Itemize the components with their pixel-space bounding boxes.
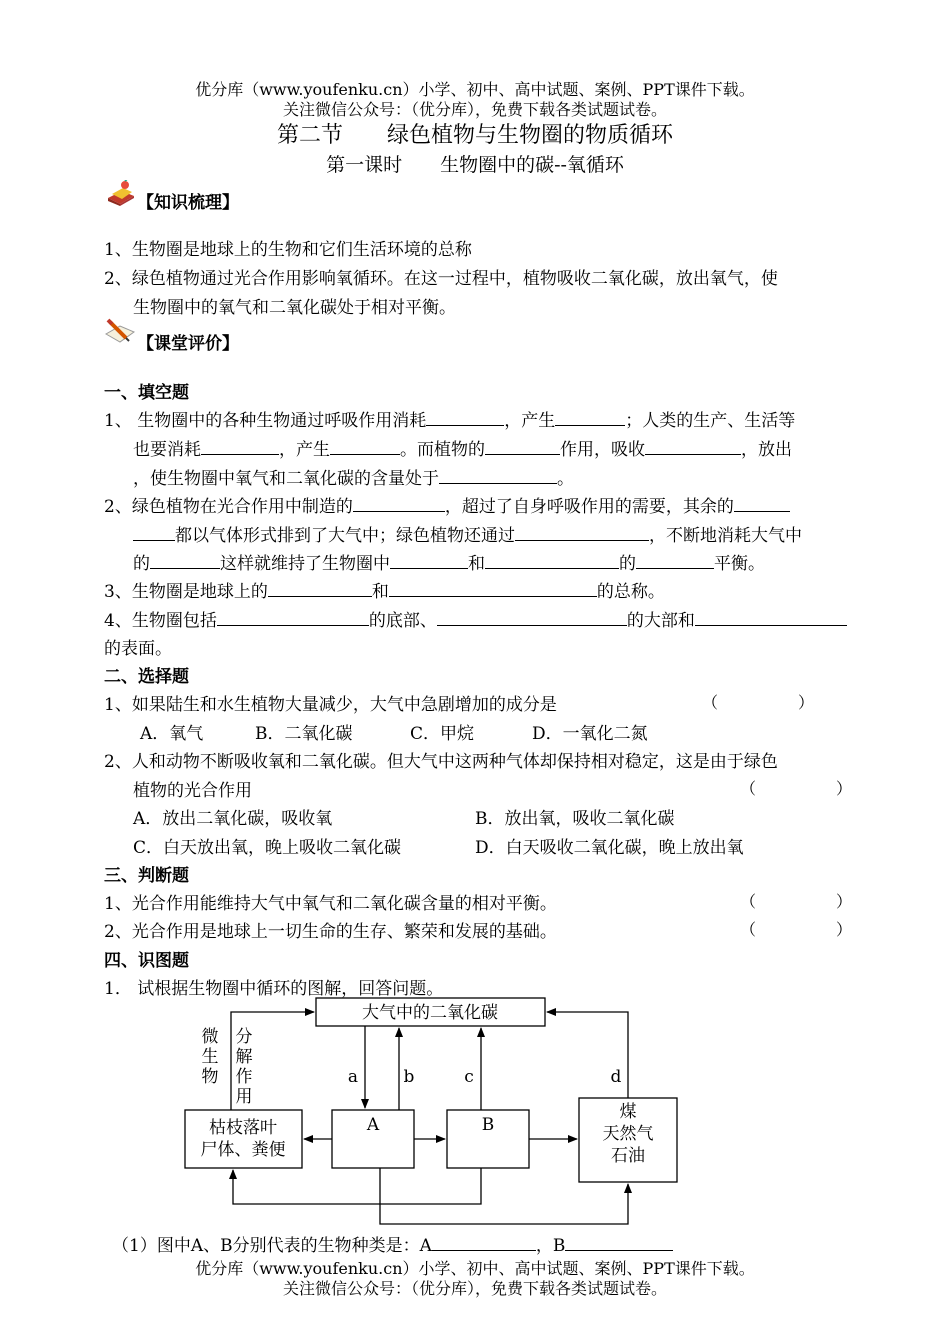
knowledge-item-2: 2、绿色植物通过光合作用影响氧循环。在这一过程中，植物吸收二氧化碳，放出氧气，使 xyxy=(104,269,778,289)
fill-q4-line2: 的表面。 xyxy=(104,639,172,659)
classroom-heading: 【课堂评价】 xyxy=(137,334,239,354)
label-d: d xyxy=(610,1067,622,1087)
label-a: a xyxy=(347,1067,359,1087)
diagram-heading: 四、识图题 xyxy=(104,951,189,971)
decomp-char-2: 解 xyxy=(235,1047,253,1067)
judge-item-1-answer[interactable]: （ ） xyxy=(740,892,853,911)
blank[interactable] xyxy=(432,1236,536,1251)
choice-q1-option-d[interactable]: D．一氧化二氮 xyxy=(532,724,648,744)
choice-q1-option-a[interactable]: A．氧气 xyxy=(140,724,204,744)
knowledge-item-1: 1、生物圈是地球上的生物和它们生活环境的总称 xyxy=(104,240,472,260)
choice-q2-option-a[interactable]: A．放出二氧化碳，吸收氧 xyxy=(133,809,333,829)
footer-line-2: 关注微信公众号：（优分库），免费下载各类试题试卷。 xyxy=(282,1279,667,1298)
arrow-b-litter xyxy=(233,1168,481,1204)
choice-q2-option-b[interactable]: B．放出氧，吸收二氧化碳 xyxy=(475,809,675,829)
diagram-question: 1． 试根据生物圈中循环的图解，回答问题。 xyxy=(104,979,444,999)
judge-item-2: 2、光合作用是地球上一切生命的生存、繁荣和发展的基础。 xyxy=(104,922,557,942)
judge-item-2-answer[interactable]: （ ） xyxy=(740,920,853,939)
arrow-a-fossil xyxy=(380,1168,628,1224)
label-c: c xyxy=(464,1067,474,1087)
fill-q1-line2: 也要消耗 ，产生 。而植物的 作用，吸收 ，放出 xyxy=(133,440,792,460)
fossil-line-2: 天然气 xyxy=(602,1124,654,1144)
judge-heading: 三、判断题 xyxy=(104,866,189,886)
fill-q1-line1: 1、 生物圈中的各种生物通过呼吸作用消耗 ，产生 ；人类的生产、生活等 xyxy=(104,411,796,431)
decomp-char-4: 用 xyxy=(235,1087,253,1107)
judge-item-1: 1、光合作用能维持大气中氧气和二氧化碳含量的相对平衡。 xyxy=(104,894,557,914)
box-a-label: A xyxy=(366,1115,380,1135)
choice-q1-stem: 1、如果陆生和水生植物大量减少，大气中急剧增加的成分是 xyxy=(104,695,557,715)
fill-heading: 一、填空题 xyxy=(104,383,189,403)
blank[interactable] xyxy=(565,1236,673,1251)
fill-q1-line3: ，使生物圈中氧气和二氧化碳的含量处于 。 xyxy=(133,469,574,489)
decomp-char-1: 分 xyxy=(235,1027,253,1047)
choice-q2-stem: 2、人和动物不断吸收氧和二氧化碳。但大气中这两种气体却保持相对稳定，这是由于绿色 xyxy=(104,752,778,772)
choice-heading: 二、选择题 xyxy=(104,667,189,687)
choice-q2-option-c[interactable]: C．白天放出氧，晚上吸收二氧化碳 xyxy=(133,838,402,858)
litter-line-1: 枯枝落叶 xyxy=(209,1118,277,1138)
header-line-1: 优分库（www.youfenku.cn）小学、初中、高中试题、案例、PPT课件下载。 xyxy=(195,80,755,99)
micro-char-1: 微 xyxy=(201,1027,219,1047)
diagram-sub1: （1）图中A、B分别代表的生物种类是：A ，B xyxy=(112,1231,673,1256)
fill-q3: 3、生物圈是地球上的 和 的总称。 xyxy=(104,582,665,602)
fossil-line-1: 煤 xyxy=(619,1102,637,1122)
knowledge-heading: 【知识梳理】 xyxy=(137,193,239,213)
page-title: 第二节 绿色植物与生物圈的物质循环 xyxy=(276,123,673,148)
fill-q2-line3: 的 这样就维持了生物圈中 和 的 平衡。 xyxy=(133,554,765,574)
choice-q2-answer[interactable]: （ ） xyxy=(740,779,853,798)
choice-q2-stem-cont: 植物的光合作用 xyxy=(133,781,252,801)
co2-label: 大气中的二氧化碳 xyxy=(362,1003,498,1023)
litter-line-2: 尸体、粪便 xyxy=(200,1140,286,1160)
box-b-label: B xyxy=(481,1115,495,1135)
choice-q1-option-b[interactable]: B．二氧化碳 xyxy=(255,724,353,744)
decomp-char-3: 作 xyxy=(235,1067,253,1087)
choice-q2-option-d[interactable]: D．白天吸收二氧化碳，晚上放出氧 xyxy=(475,838,744,858)
micro-char-2: 生 xyxy=(201,1047,219,1067)
fill-q2-line2: 都以气体形式排到了大气中；绿色植物还通过 ，不断地消耗大气中 xyxy=(133,521,802,546)
label-b: b xyxy=(403,1067,415,1087)
fossil-line-3: 石油 xyxy=(611,1146,645,1166)
knowledge-item-2-cont: 生物圈中的氧气和二氧化碳处于相对平衡。 xyxy=(133,298,456,318)
page-subtitle: 第一课时 生物圈中的碳--氧循环 xyxy=(326,154,624,176)
choice-q1-answer[interactable]: （ ） xyxy=(702,693,815,712)
choice-q1-option-c[interactable]: C．甲烷 xyxy=(410,724,475,744)
header-line-2: 关注微信公众号：（优分库），免费下载各类试题试卷。 xyxy=(282,100,667,119)
fill-q2-line1: 2、绿色植物在光合作用中制造的 ，超过了自身呼吸作用的需要，其余的 xyxy=(104,492,790,517)
micro-char-3: 物 xyxy=(201,1067,219,1087)
footer-line-1: 优分库（www.youfenku.cn）小学、初中、高中试题、案例、PPT课件下载。 xyxy=(195,1259,755,1278)
fill-q4-line1: 4、生物圈包括 的底部、 的大部和 xyxy=(104,606,847,631)
